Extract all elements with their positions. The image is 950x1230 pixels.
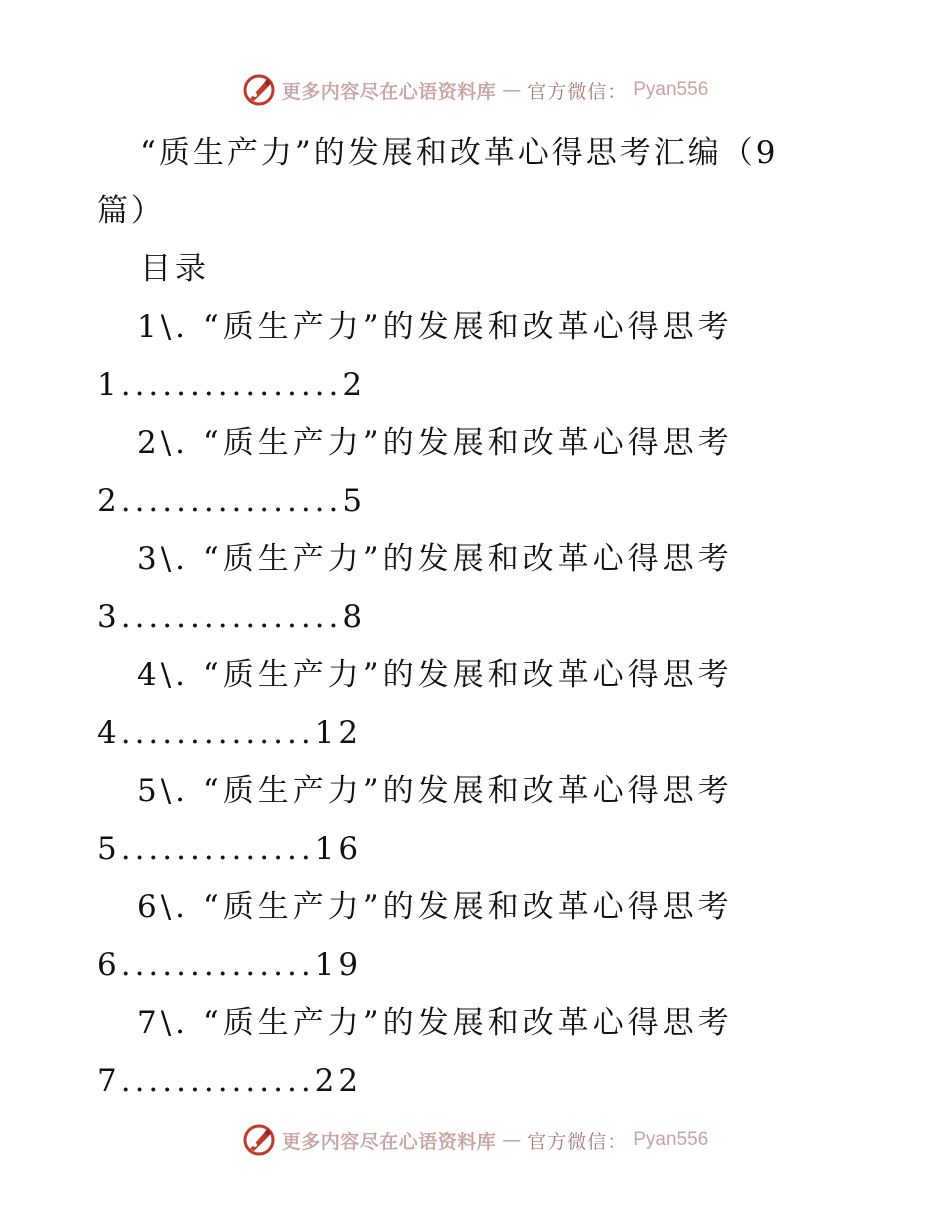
pen-logo-icon: [242, 73, 276, 107]
toc-entry-page[interactable]: 5..............16: [97, 831, 363, 867]
toc-entry-title[interactable]: 1\. “质生产力”的发展和改革心得思考: [137, 309, 733, 345]
toc-entry-title[interactable]: 6\. “质生产力”的发展和改革心得思考: [137, 889, 733, 925]
banner-wechat-id: Pyan556: [633, 79, 709, 100]
banner-main-text: 更多内容尽在心语资料库: [281, 80, 497, 103]
toc-entry-page[interactable]: 7..............22: [97, 1063, 363, 1099]
toc-entry-title[interactable]: 5\. “质生产力”的发展和改革心得思考: [137, 773, 733, 809]
toc-heading: 目录: [140, 251, 210, 287]
toc-entry-title[interactable]: 7\. “质生产力”的发展和改革心得思考: [137, 1005, 733, 1041]
banner-dash: —: [502, 79, 522, 101]
toc-entry-title[interactable]: 2\. “质生产力”的发展和改革心得思考: [137, 425, 733, 461]
toc-entry-page[interactable]: 2................5: [97, 483, 367, 519]
document-title: “质生产力”的发展和改革心得思考汇编（9篇）: [97, 135, 779, 229]
header-banner: [0, 70, 950, 110]
toc-entry-page[interactable]: 3................8: [97, 599, 367, 635]
banner-wechat-id: Pyan556: [633, 1129, 709, 1150]
toc-entry-title[interactable]: 4\. “质生产力”的发展和改革心得思考: [137, 657, 733, 693]
toc-entry-page[interactable]: 6..............19: [97, 947, 363, 983]
document-body: [97, 124, 817, 1110]
banner-dash: —: [502, 1129, 522, 1151]
toc-entry-title[interactable]: 3\. “质生产力”的发展和改革心得思考: [137, 541, 733, 577]
banner-main-text: 更多内容尽在心语资料库: [281, 1130, 497, 1153]
pen-logo-icon: [242, 1123, 276, 1157]
toc-entry-page[interactable]: 4..............12: [97, 715, 363, 751]
footer-banner: [0, 1120, 950, 1160]
banner-wechat-label: 官方微信：: [527, 1130, 628, 1153]
banner-wechat-label: 官方微信：: [527, 80, 628, 103]
toc-entry-page[interactable]: 1................2: [97, 367, 367, 403]
